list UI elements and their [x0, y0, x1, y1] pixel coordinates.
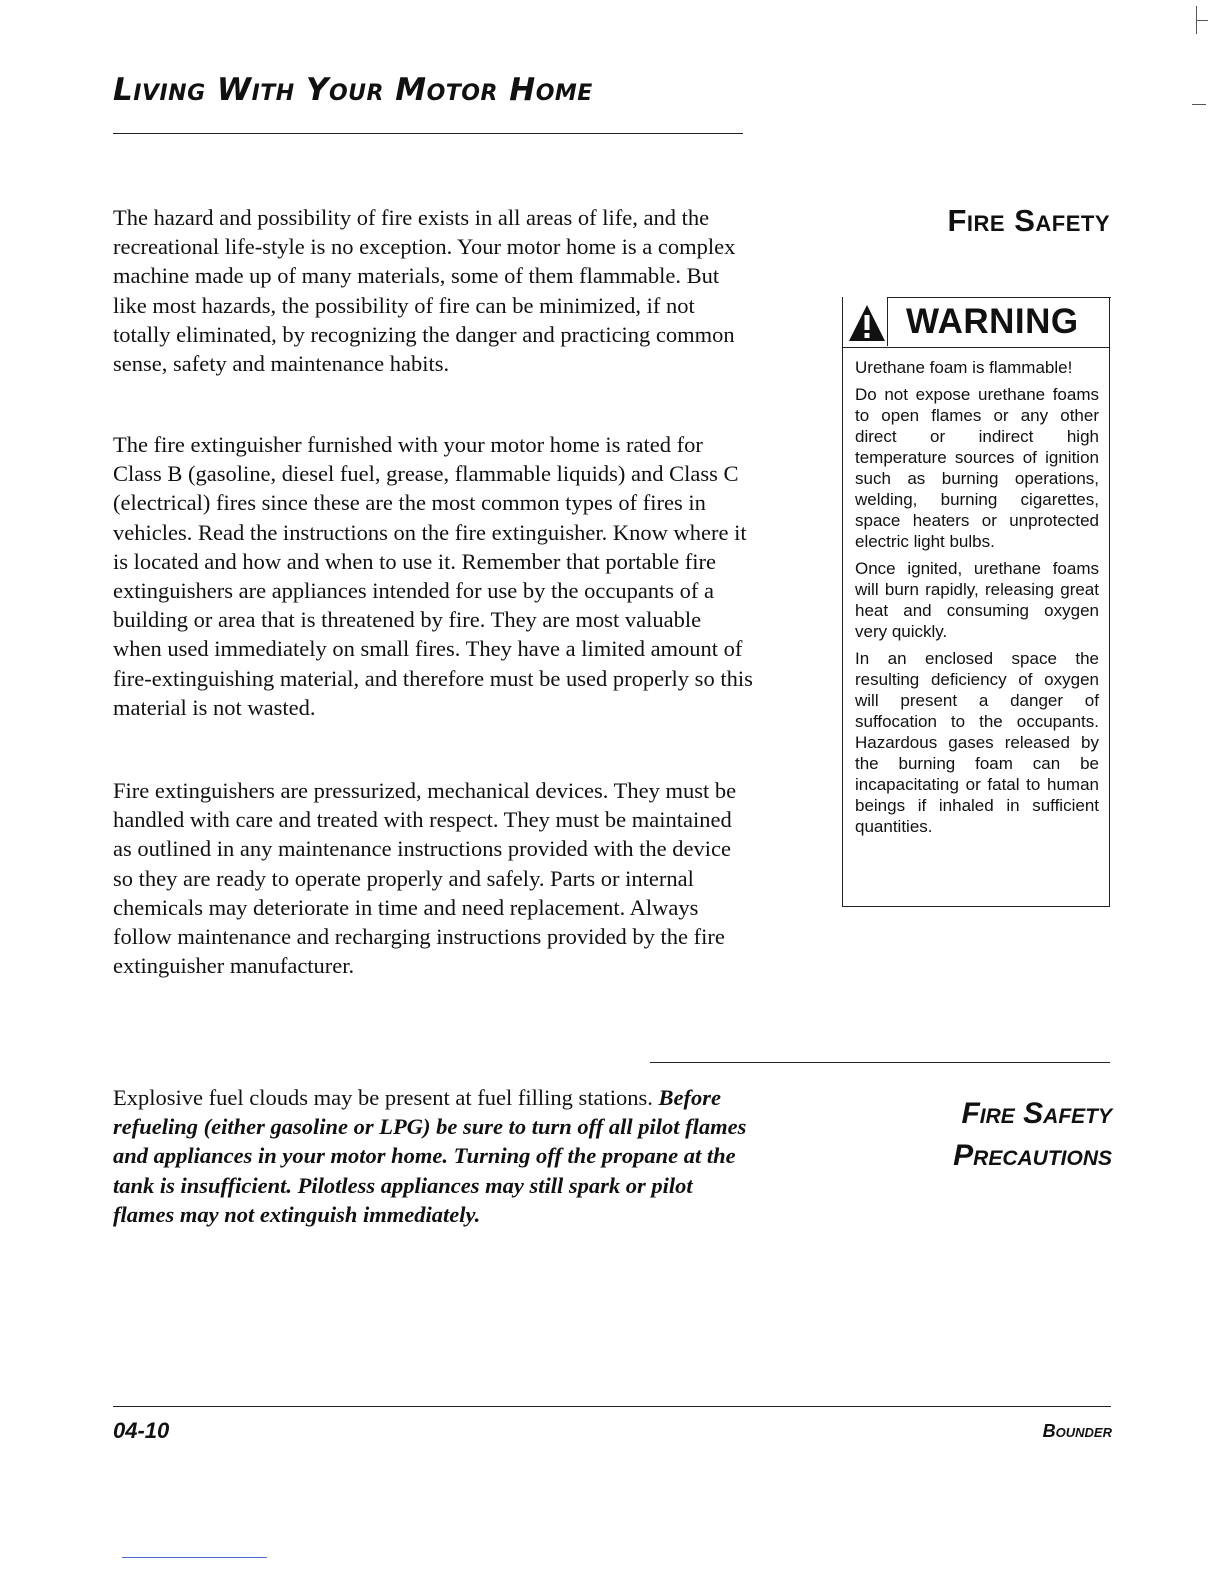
fire-safety-paragraph-3: Fire extinguishers are pressurized, mechanical devices. They must be handled with care and treated with respect. They must be maintained as outlined in any maintenance instructions provided with the device so they are ready to operate properly and safely. Parts or internal chemicals may deteriorate in time and need replacement. Always follow maintenance and recharging instructions provided by the fire extinguisher manufacturer.: [113, 778, 737, 979]
page-number: 04-10: [113, 1418, 170, 1443]
warning-triangle-icon: [847, 303, 887, 343]
scan-mark: [122, 1557, 267, 1558]
section-divider: [650, 1062, 1110, 1063]
page-header-title: Living With Your Motor Home: [113, 72, 593, 108]
fire-safety-paragraph-2: The fire extinguisher furnished with your motor home is rated for Class B (gasoline, diesel fuel, grease, flammable liquids) and Class C (electrical) fires since these are the most common types of fires in vehicles. Read the instructions on the fire extinguisher. Know where it is located and how and when to use it. Remember that portable fire extinguishers are appliances intended for use by the occupants of a building or area that is threatened by fire. They are most valuable when used immediately on small fires. They have a limited amount of fire-extinguishing material, and therefore must be used properly so this material is not wasted.: [113, 432, 753, 720]
warning-paragraph: Do not expose urethane foams to open flames or any other direct or indirect high temperature sources of ignition such as burning operations, welding, burning cigarettes, space heaters or unprotected electric light bulbs.: [855, 385, 1099, 551]
warning-label-box: [887, 297, 1111, 346]
warning-paragraph: Urethane foam is flammable!: [855, 358, 1073, 377]
precautions-emphasis: Before refueling (either gasoline or LPG) be sure to turn off all pilot flames and appliances in your motor home. Turning off the propane at the tank is insufficient. Pilotless appliances may still spark or pilot flames may not extinguish immediately.: [113, 1085, 747, 1227]
precautions-heading-line1: Fire Safety: [961, 1097, 1112, 1130]
precautions-paragraph: [113, 1083, 753, 1229]
scan-mark: [1196, 20, 1208, 21]
precautions-intro: Explosive fuel clouds may be present at fuel filling stations.: [113, 1085, 653, 1110]
warning-paragraph: Once ignited, urethane foams will burn rapidly, releasing great heat and consuming oxygen very quickly.: [855, 559, 1099, 641]
warning-box: [842, 297, 1110, 907]
fire-safety-heading: Fire Safety: [947, 203, 1110, 238]
precautions-heading: [880, 1093, 1112, 1177]
warning-body: [855, 357, 1099, 843]
footer-rule: [113, 1406, 1111, 1407]
footer-brand: Bounder: [1042, 1421, 1112, 1441]
header-rule: [113, 133, 743, 134]
precautions-heading-line2: Precautions: [953, 1139, 1112, 1172]
warning-header: [843, 297, 1109, 348]
fire-safety-paragraph-1: The hazard and possibility of fire exists in all areas of life, and the recreational life-style is no exception. Your motor home is a complex machine made up of many materials, some of them flammable. But like most hazards, the possibility of fire can be minimized, if not totally eliminated, by recognizing the danger and practicing common sense, safety and maintenance habits.: [113, 205, 736, 377]
warning-paragraph: In an enclosed space the resulting deficiency of oxygen will present a danger of suffocation to the occupants. Hazardous gases released by the burning foam can be incapacitating or fatal to human beings if inhaled in sufficient quantities.: [855, 649, 1099, 836]
warning-label: WARNING: [906, 302, 1079, 341]
scan-mark: [1192, 104, 1206, 105]
